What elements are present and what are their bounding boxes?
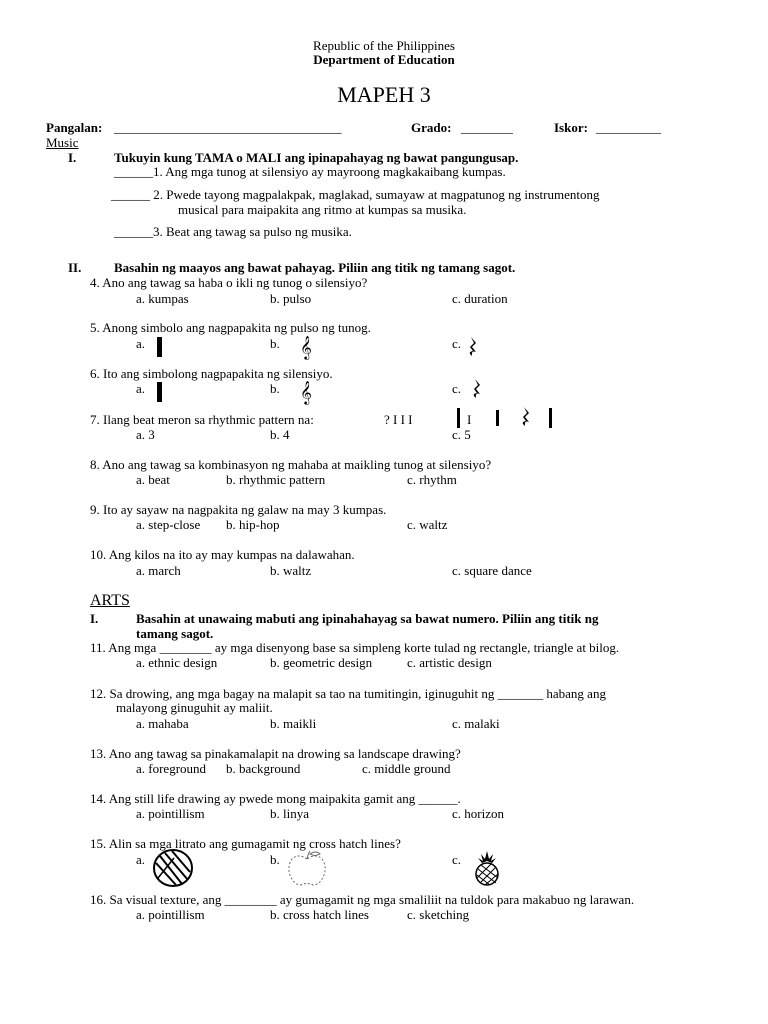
music-heading: Music [46, 135, 79, 150]
apple-outline-image [286, 850, 328, 888]
beat-bar-symbol [457, 408, 460, 428]
q9-option-c: c. waltz [407, 517, 448, 532]
header-department: Department of Education [313, 52, 455, 67]
q13-option-c: c. middle ground [362, 761, 451, 776]
treble-clef-icon: 𝄞 [300, 335, 312, 359]
pineapple-pointillism-image [472, 850, 502, 886]
q13-option-b: b. background [226, 761, 301, 776]
q8-option-a: a. beat [136, 472, 170, 487]
beat-bar-symbol [496, 410, 499, 426]
tama-mali-item-3: ______3. Beat ang tawag sa pulso ng musika. [114, 224, 352, 239]
q4-option-c: c. duration [452, 291, 508, 306]
q11-option-a: a. ethnic design [136, 655, 218, 670]
q10-option-b: b. waltz [270, 563, 312, 578]
q4-option-b: b. pulso [270, 291, 312, 306]
q10-option-a: a. march [136, 563, 181, 578]
arts-instruction: Basahin at unawaing mabuti ang ipinahahayag sa bawat numero. Piliin ang titik ng [136, 611, 599, 626]
arts-numeral: I. [90, 611, 99, 626]
question-5: 5. Anong simbolo ang nagpapakita ng pulso ng tunog. [90, 320, 371, 335]
q15-option-b: b. [270, 852, 280, 867]
quarter-rest-icon [466, 336, 480, 358]
question-9: 9. Ito ay sayaw na nagpakita ng galaw na may 3 kumpas. [90, 502, 387, 517]
q8-option-c: c. rhythm [407, 472, 457, 487]
grade-field[interactable]: ________ [461, 120, 513, 135]
question-7: 7. Ilang beat meron sa rhythmic pattern na: [90, 412, 314, 427]
question-12: 12. Sa drowing, ang mga bagay na malapit sa tao na tumitingin, iginuguhit ng _______ habang ang [90, 686, 606, 701]
tama-mali-item-2-cont: musical para maipakita ang ritmo at kumpas sa musika. [178, 202, 467, 217]
q5-option-a: a. [136, 336, 146, 351]
q6-option-b: b. [270, 381, 280, 396]
page-title: MAPEH 3 [337, 82, 431, 107]
q8-option-b: b. rhythmic pattern [226, 472, 326, 487]
music-section2-numeral: II. [68, 260, 82, 275]
beat-bar-symbol [549, 408, 552, 428]
q12-option-a: a. mahaba [136, 716, 189, 731]
score-label: Iskor: [554, 120, 588, 135]
q7-option-b: b. 4 [270, 427, 290, 442]
q14-option-a: a. pointillism [136, 806, 205, 821]
q12-option-b: b. maikli [270, 716, 317, 731]
question-13: 13. Ano ang tawag sa pinakamalapit na drowing sa landscape drawing? [90, 746, 461, 761]
q13-option-a: a. foreground [136, 761, 207, 776]
q5-option-b: b. [270, 336, 280, 351]
quarter-rest-icon [519, 406, 533, 428]
question-4: 4. Ano ang tawag sa haba o ikli ng tunog o silensiyo? [90, 275, 368, 290]
q16-option-c: c. sketching [407, 907, 470, 922]
q14-option-b: b. linya [270, 806, 309, 821]
score-field[interactable]: __________ [596, 120, 661, 135]
cross-hatch-circle-image [152, 848, 194, 888]
q7-option-a: a. 3 [136, 427, 155, 442]
quarter-rest-icon [470, 378, 484, 400]
beat-bar-symbol [157, 337, 162, 357]
name-field[interactable]: ___________________________________ [114, 120, 342, 135]
tama-mali-item-2: ______ 2. Pwede tayong magpalakpak, maglakad, sumayaw at magpatunog ng instrumentong [111, 187, 600, 202]
q7-option-c: c. 5 [452, 427, 471, 442]
question-16: 16. Sa visual texture, ang ________ ay gumagamit ng mga smaliliit na tuldok para makabuo ng larawan. [90, 892, 635, 907]
q16-option-a: a. pointillism [136, 907, 205, 922]
question-6: 6. Ito ang simbolong nagpapakita ng silensiyo. [90, 366, 333, 381]
q6-option-c: c. [452, 381, 462, 396]
question-15: 15. Alin sa mga litrato ang gumagamit ng cross hatch lines? [90, 836, 401, 851]
q14-option-c: c. horizon [452, 806, 504, 821]
music-section2-instruction: Basahin ng maayos ang bawat pahayag. Piliin ang titik ng tamang sagot. [114, 260, 516, 275]
tama-mali-item-1: ______1. Ang mga tunog at silensiyo ay mayroong magkakaibang kumpas. [114, 164, 506, 179]
arts-heading: ARTS [90, 592, 130, 609]
q11-option-b: b. geometric design [270, 655, 373, 670]
treble-clef-icon: 𝄞 [300, 380, 312, 404]
beat-bar-symbol [157, 382, 162, 402]
music-section1-instruction: Tukuyin kung TAMA o MALI ang ipinapahayag ng bawat pangungusap. [114, 150, 519, 165]
grade-label: Grado: [411, 120, 452, 135]
question-12-cont: malayong ginuguhit ay maliit. [116, 700, 273, 715]
arts-instruction-cont: tamang sagot. [136, 626, 214, 641]
rhythmic-pattern-beat: I [467, 412, 472, 427]
q9-option-a: a. step-close [136, 517, 201, 532]
q15-option-a: a. [136, 852, 146, 867]
question-10: 10. Ang kilos na ito ay may kumpas na dalawahan. [90, 547, 355, 562]
q16-option-b: b. cross hatch lines [270, 907, 369, 922]
rhythmic-pattern-text: ? I I I [384, 412, 413, 427]
name-label: Pangalan: [46, 120, 103, 135]
question-14: 14. Ang still life drawing ay pwede mong maipakita gamit ang ______. [90, 791, 461, 806]
q4-option-a: a. kumpas [136, 291, 189, 306]
music-section1-numeral: I. [68, 150, 77, 165]
q5-option-c: c. [452, 336, 462, 351]
header-republic: Republic of the Philippines [313, 38, 455, 53]
q10-option-c: c. square dance [452, 563, 532, 578]
q6-option-a: a. [136, 381, 146, 396]
question-11: 11. Ang mga ________ ay mga disenyong base sa simpleng korte tulad ng rectangle, triangle at bilog. [90, 640, 620, 655]
q9-option-b: b. hip-hop [226, 517, 280, 532]
q15-option-c: c. [452, 852, 462, 867]
q11-option-c: c. artistic design [407, 655, 492, 670]
q12-option-c: c. malaki [452, 716, 500, 731]
question-8: 8. Ano ang tawag sa kombinasyon ng mahaba at maikling tunog at silensiyo? [90, 457, 492, 472]
